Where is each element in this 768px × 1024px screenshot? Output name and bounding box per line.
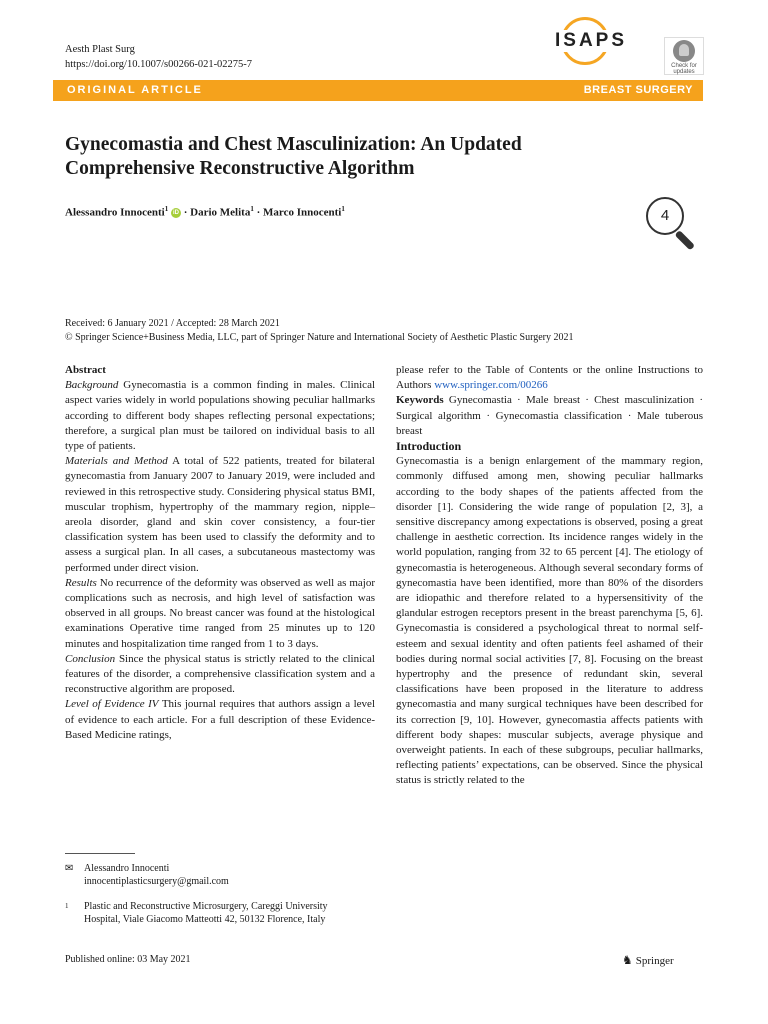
journal-name: Aesth Plast Surg — [65, 44, 135, 55]
instructions-link[interactable]: www.springer.com/00266 — [434, 379, 548, 392]
footnote-divider — [65, 853, 135, 854]
copyright-line: © Springer Science+Business Media, LLC, part of Springer Nature and International Society of Aesthetic Plastic Surgery 2021 — [65, 332, 574, 343]
author-name[interactable]: Marco Innocenti — [263, 206, 342, 219]
author-name[interactable]: Alessandro Innocenti — [65, 206, 165, 219]
corresponding-author — [65, 862, 365, 888]
publisher-logo — [622, 953, 674, 967]
evidence-continuation: please refer to the Table of Contents or the online Instructions to Authors www.springer.com/00266 — [396, 364, 703, 392]
evidence-level-badge — [644, 195, 700, 251]
abstract-column — [65, 363, 375, 743]
introduction-heading: Introduction — [396, 439, 462, 454]
affiliation-text: Plastic and Reconstructive Microsurgery, Careggi University Hospital, Viale Giacomo Matteotti 42, 50132 Florence, Italy — [84, 901, 328, 925]
affiliation — [65, 900, 365, 926]
abstract-evidence: Level of Evidence IV This journal requires that authors assign a level of evidence to each article. For a full description of these Evidence-Based Medicine ratings, — [65, 698, 375, 741]
abstract-results: Results No recurrence of the deformity was observed as well as major complications such as necrosis, and high level of satisfaction was observed in all groups. No breast cancer was found at the histological examinations Operative time ranged from 25 minutes up to 120 minutes and hospitalization time ranged from 1 to 3 days. — [65, 576, 375, 650]
article-type-bar — [53, 80, 703, 101]
author-name[interactable]: Dario Melita — [190, 206, 251, 219]
publisher-name: Springer — [635, 955, 674, 967]
author-list: Alessandro Innocenti$^1$ iD · Dario Melita$^1$ · Marco Innocenti$^1$ — [65, 205, 345, 219]
bookmark-icon — [673, 40, 695, 62]
published-date: Published online: 03 May 2021 — [65, 954, 191, 965]
article-title: Gynecomastia and Chest Masculinization: An Updated Comprehensive Reconstructive Algorithm — [65, 134, 522, 179]
abstract-background: Background Gynecomastia is a common finding in males. Clinical aspect varies widely in world populations showing peculiar hallmarks according to different body shapes reflecting personal expectations; therefore, a surgical plan must be tailored on individual basis to all type of patients. — [65, 379, 376, 453]
isaps-logo — [553, 17, 653, 73]
corr-name: Alessandro Innocenti — [84, 863, 170, 874]
keywords: Keywords Gynecomastia · Male breast · Chest masculinization · Surgical algorithm · Gynecomastia classification · Male tuberous breast — [396, 394, 704, 437]
abstract-heading: Abstract — [65, 364, 106, 376]
article-category: BREAST SURGERY — [583, 84, 693, 96]
abstract-methods: Materials and Method A total of 522 patients, treated for bilateral gynecomastia from January 2007 to January 2019, were included and reviewed in this retrospective study. Considering physical status BMI, muscular trophism, hypertrophy of the mammary region, nipple–areola disorder, gland and skin cover consistency, a four-tier classification system has been used to classify the deformity and to assess a surgical plan. In all cases, a subcutaneous mastectomy was performed under direct vision. — [65, 455, 375, 574]
introduction-text: Gynecomastia is a benign enlargement of the mammary region, commonly diffused among men, showing peculiar hallmarks according to the body shapes of the patients affected from the disorder [1]. Considering the wide range of population [2, 3], a sensitive discrepancy among expectations is observed, posing a great challenge in aesthetic correction. Its incidence ranges widely in the world population, ranging from 32 to 65 percent [4]. The etiology of gynecomastia is heterogeneous. Although several secondary forms of gynecomastia have been identified, more than 80% of the disorders are idiopathic and therefore related to a hypersensitivity of the glandular estrogen receptors present in the breast parenchyma [5, 6]. Gynecomastia is considered a psychological threat to normal self-esteem and sexual identity and often patients feel ashamed of their bodies during normal social activities [7, 8]. Focusing on the breast hypertrophy and the presence of redundant skin, several classifications have been proposed in the literature to address gynecomastia and many surgical techniques have been described for its correction [9, 10]. However, gynecomastia affects patients with different body shapes: muscular subjects, average physique and overweight patients. In each of these subgroups, peculiar hallmarks, reflecting patients’ expectations, can be observed. Since the physical status is strictly related to the — [396, 455, 703, 787]
received-dates: Received: 6 January 2021 / Accepted: 28 March 2021 — [65, 318, 280, 329]
logo-text: ISAPS — [555, 30, 628, 51]
envelope-icon: ✉ — [65, 863, 74, 874]
corr-email[interactable]: innocentiplasticsurgery@gmail.com — [84, 876, 229, 887]
affiliation-number: 1 — [65, 902, 69, 910]
check-updates-label: Check for updates — [671, 63, 697, 75]
check-updates-button[interactable] — [664, 37, 704, 75]
orcid-icon[interactable]: iD — [172, 210, 179, 217]
article-history — [65, 317, 574, 345]
abstract-conclusion: Conclusion Since the physical status is strictly related to the clinical features of the disorder, a comprehensive classification system and a reconstructive algorithm are proposed. — [65, 652, 375, 696]
doi-link[interactable]: https://doi.org/10.1007/s00266-021-02275-7 — [65, 59, 253, 70]
magnifier-icon: 4 — [646, 197, 684, 235]
right-column — [396, 363, 703, 789]
article-type: ORIGINAL ARTICLE — [67, 84, 203, 96]
magnifier-handle-icon — [675, 230, 696, 251]
journal-meta — [65, 42, 252, 72]
springer-horse-icon: ♞ — [622, 953, 633, 967]
